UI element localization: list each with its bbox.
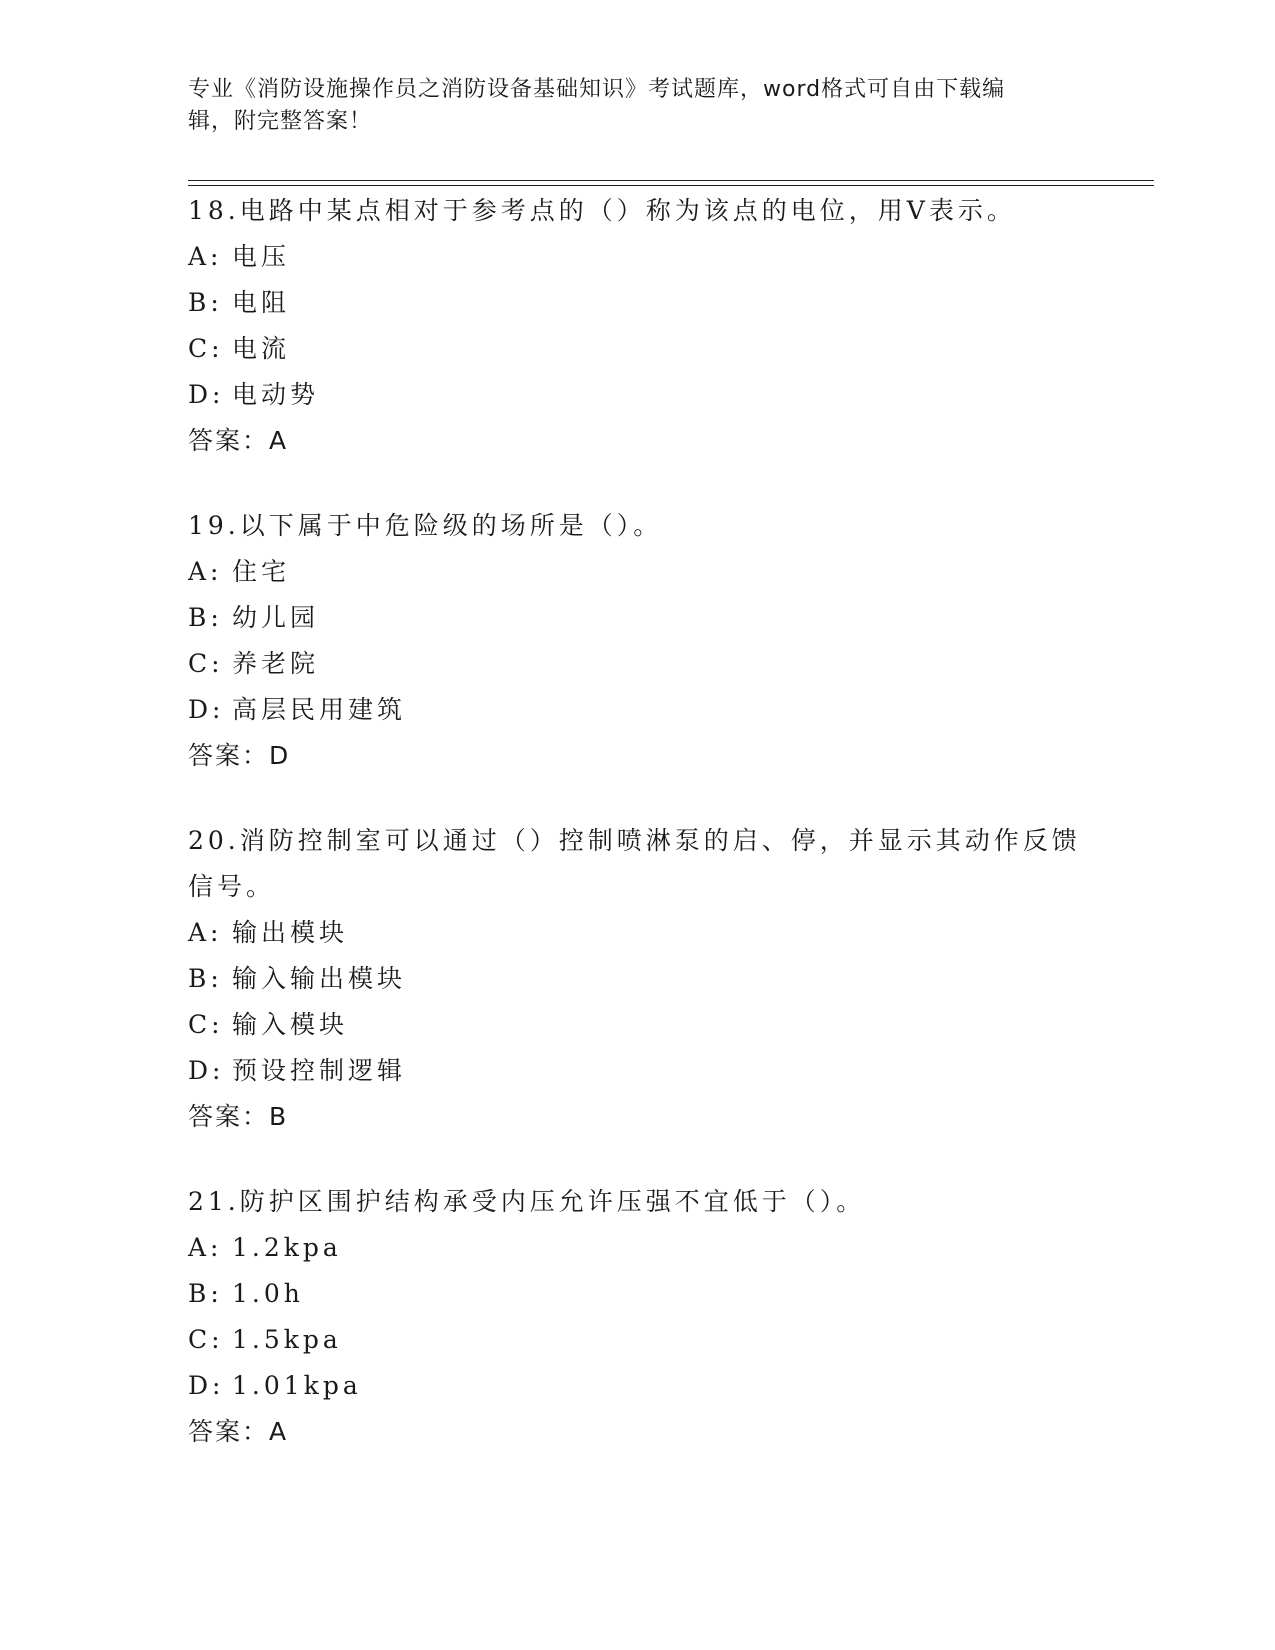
option-a [188, 910, 1088, 956]
option-key: D: [188, 1056, 225, 1085]
option-text: 电压 [232, 242, 291, 271]
question-stem-line-1: 20.消防控制室可以通过（）控制喷淋泵的启、停，并显示其动作反馈 [188, 826, 1081, 855]
header-divider-top [188, 180, 1154, 181]
option-key: C: [188, 1010, 224, 1039]
option-a [188, 549, 1088, 595]
question-20 [188, 818, 1088, 1140]
option-a [188, 1225, 1088, 1271]
option-text: 1.2kpa [232, 1233, 342, 1262]
answer: 答案：D [188, 741, 291, 770]
option-text: 电动势 [232, 380, 320, 409]
header-divider-bottom [188, 185, 1154, 186]
question-stem: 21.防护区围护结构承受内压允许压强不宜低于（）。 [188, 1187, 866, 1216]
option-b [188, 1271, 1088, 1317]
option-text: 1.01kpa [232, 1371, 362, 1400]
option-c [188, 326, 1088, 372]
header-line-2: 辑，附完整答案！ [188, 109, 373, 134]
question-19 [188, 503, 1088, 779]
option-text: 电阻 [232, 288, 291, 317]
option-key: A: [188, 242, 223, 271]
option-text: 电流 [232, 334, 291, 363]
answer: 答案：A [188, 426, 289, 455]
option-key: A: [188, 918, 223, 947]
option-key: A: [188, 557, 223, 586]
question-stem: 19.以下属于中危险级的场所是（）。 [188, 511, 663, 540]
option-a [188, 234, 1088, 280]
option-c [188, 641, 1088, 687]
option-text: 幼儿园 [232, 603, 320, 632]
option-key: C: [188, 649, 224, 678]
option-text: 输入模块 [232, 1010, 349, 1039]
option-c [188, 1317, 1088, 1363]
option-key: B: [188, 964, 223, 993]
option-key: C: [188, 1325, 224, 1354]
option-b [188, 956, 1088, 1002]
option-text: 1.5kpa [232, 1325, 342, 1354]
option-key: D: [188, 1371, 225, 1400]
option-key: D: [188, 695, 225, 724]
option-text: 预设控制逻辑 [232, 1056, 407, 1085]
option-key: C: [188, 334, 224, 363]
option-b [188, 280, 1088, 326]
option-key: D: [188, 380, 225, 409]
option-b [188, 595, 1088, 641]
option-key: A: [188, 1233, 223, 1262]
option-d [188, 372, 1088, 418]
option-c [188, 1002, 1088, 1048]
option-key: B: [188, 288, 223, 317]
document-header [188, 74, 1078, 138]
option-text: 高层民用建筑 [232, 695, 407, 724]
option-d [188, 687, 1088, 733]
option-text: 住宅 [232, 557, 291, 586]
option-text: 输出模块 [232, 918, 349, 947]
answer: 答案：B [188, 1102, 289, 1131]
answer: 答案：A [188, 1417, 289, 1446]
question-stem-line-2: 信号。 [188, 872, 276, 901]
question-list [188, 188, 1088, 1494]
question-21 [188, 1179, 1088, 1455]
option-key: B: [188, 1279, 223, 1308]
option-text: 输入输出模块 [232, 964, 407, 993]
question-18 [188, 188, 1088, 464]
option-key: B: [188, 603, 223, 632]
option-text: 1.0h [232, 1279, 304, 1308]
question-stem: 18.电路中某点相对于参考点的（）称为该点的电位，用V表示。 [188, 196, 1016, 225]
option-d [188, 1048, 1088, 1094]
option-d [188, 1363, 1088, 1409]
option-text: 养老院 [232, 649, 320, 678]
header-line-1: 专业《消防设施操作员之消防设备基础知识》考试题库，word格式可自由下载编 [188, 77, 1006, 102]
